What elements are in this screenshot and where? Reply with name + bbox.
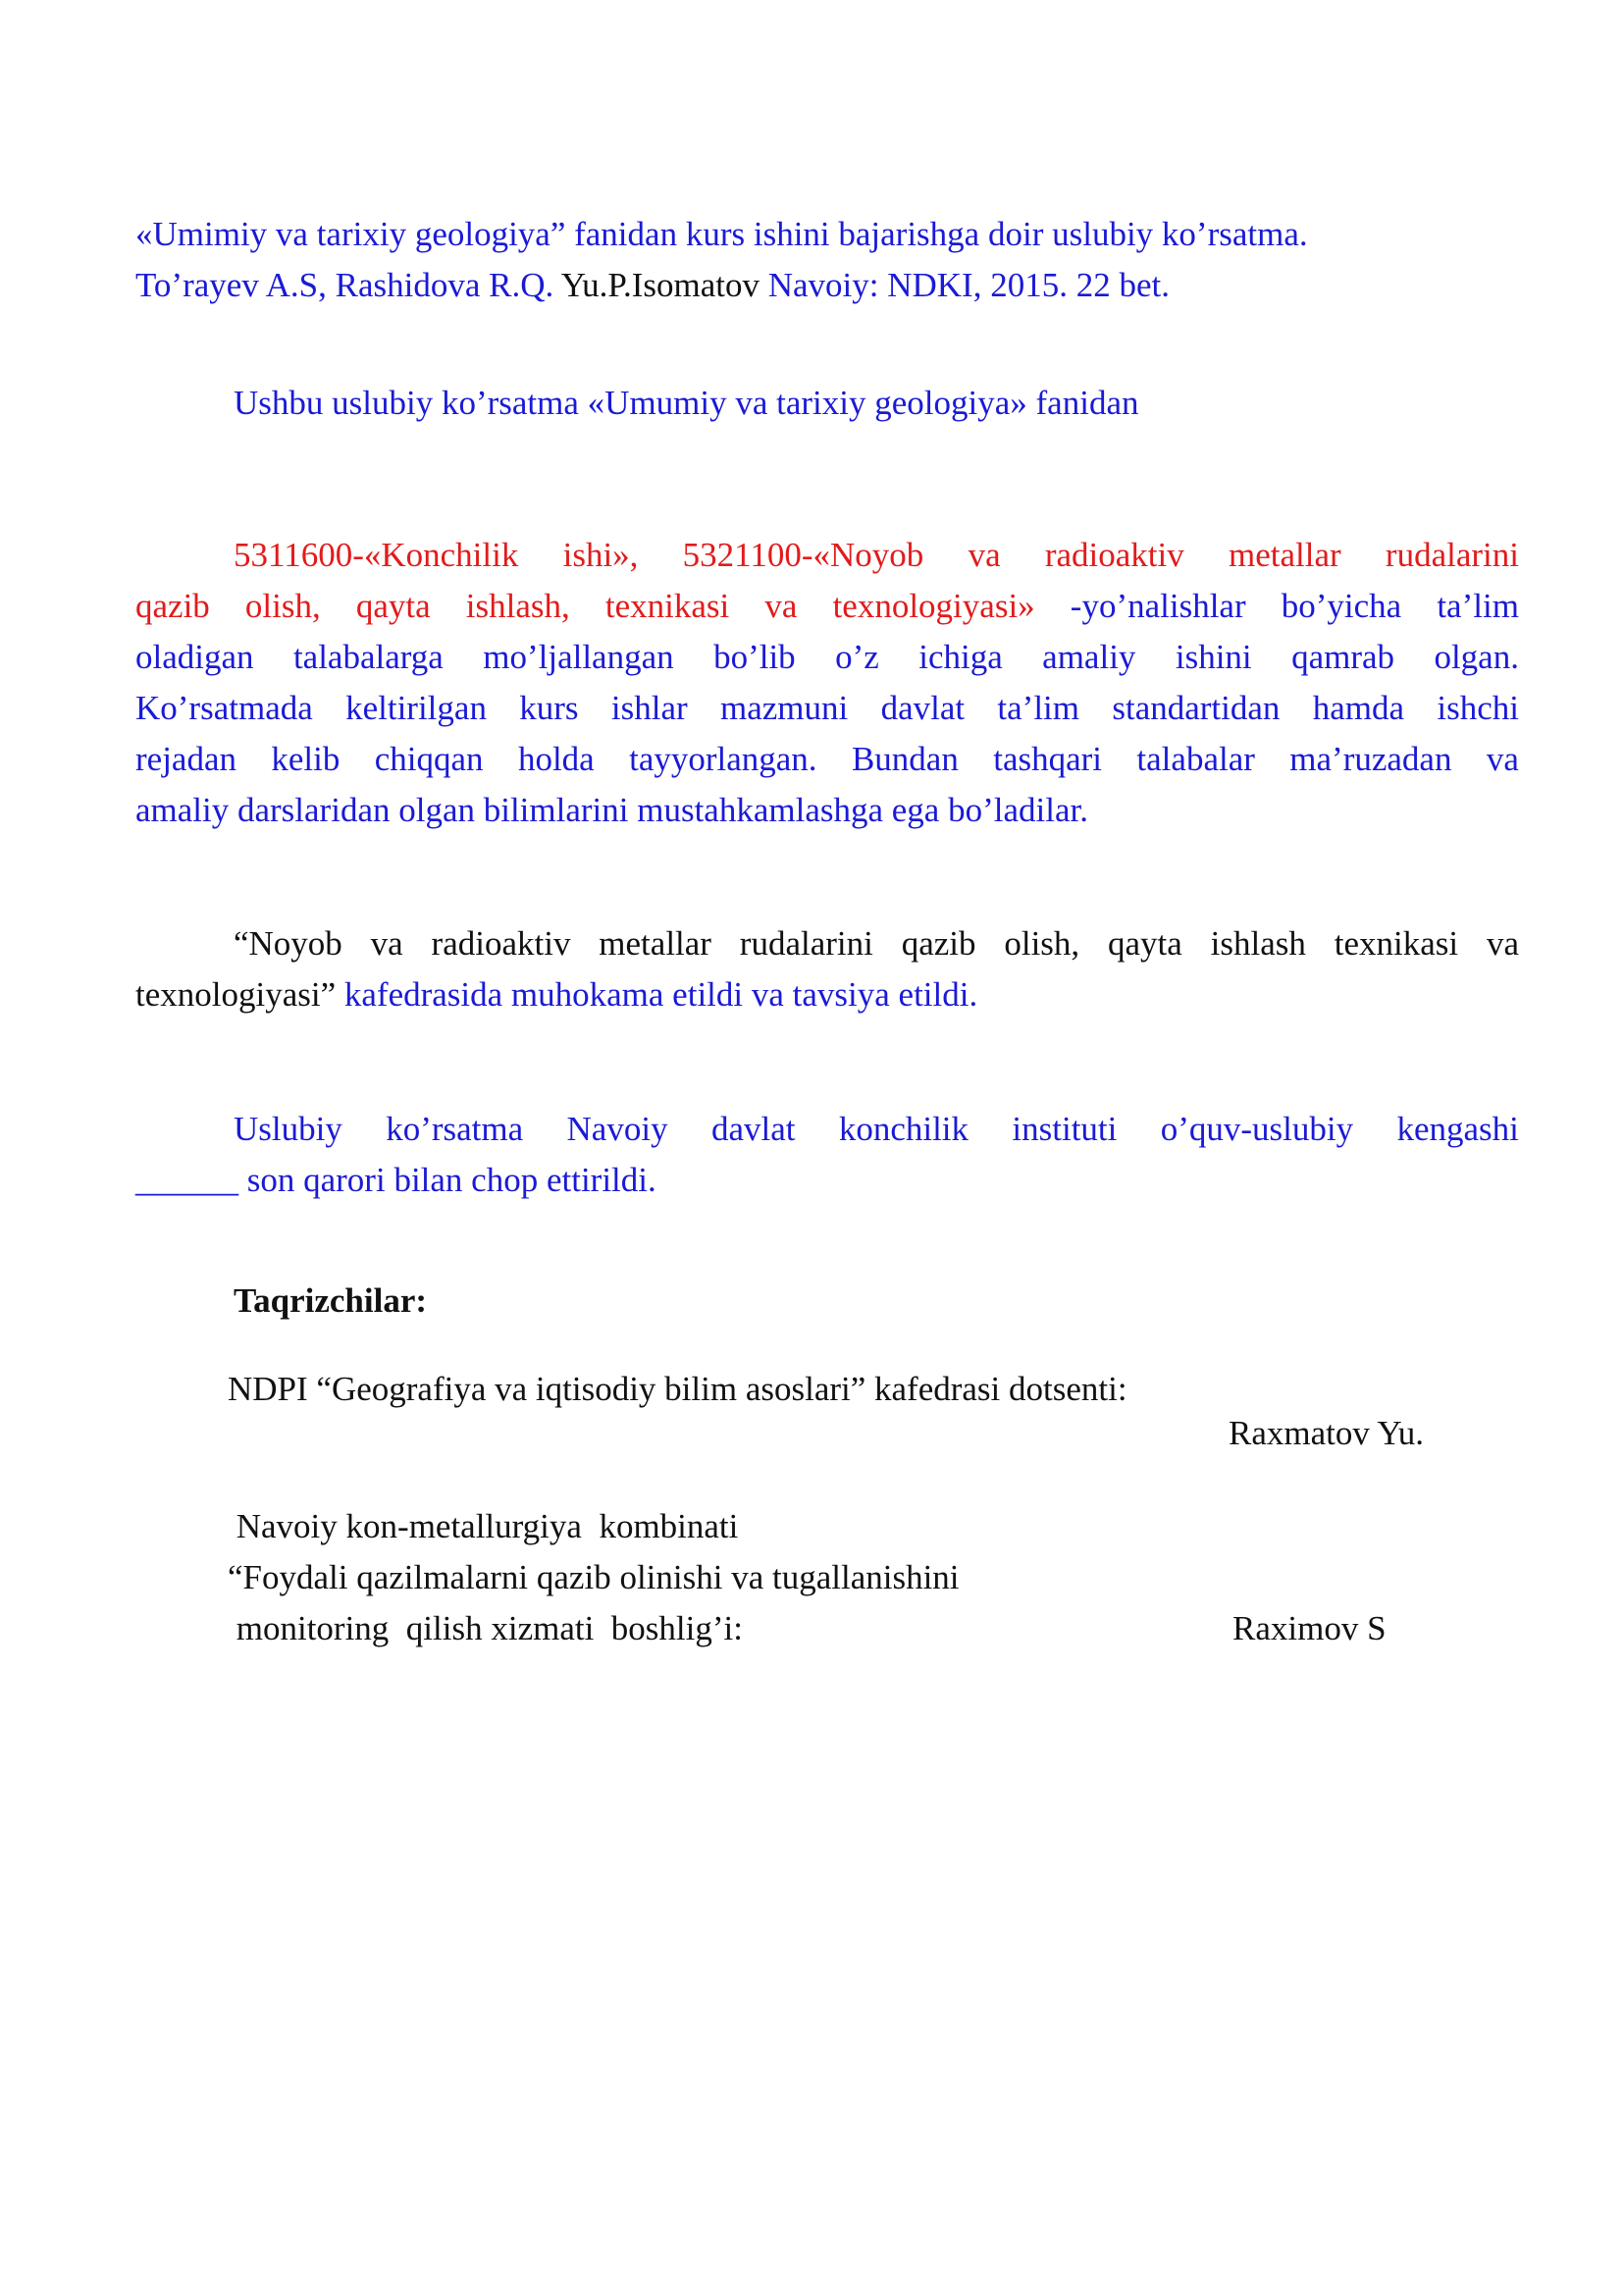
scope-word: hamda [1312,689,1405,727]
bib-publisher: Navoiy: NDKI, 2015. 22 bet. [767,266,1170,304]
scope-word: rudalarini [1385,536,1519,574]
approval-word: kengashi [1396,1110,1519,1148]
discussed-paragraph [135,918,1519,1020]
scope-word: o’z [835,638,879,676]
scope-word: texnologiyasi» [832,587,1035,625]
scope-word: tashqari [993,740,1103,778]
scope-line-3 [135,632,1519,683]
scope-line-2 [135,581,1519,632]
scope-word: va [764,587,798,625]
scope-word: olgan. [1434,638,1519,676]
discussed-word: va [1486,924,1519,963]
approval-word: Uslubiy [234,1110,342,1148]
scope-word: tayyorlangan. [629,740,817,778]
bib-line-1: «Umimiy va tarixiy geologiya” fanidan kurs ishini bajarishga doir uslubiy ko’rsatma. [135,215,1308,253]
scope-word: ishi», [562,536,639,574]
approval-word: ko’rsatma [386,1110,524,1148]
scope-word: ishlash, [465,587,570,625]
scope-word: ta’lim [1437,587,1519,625]
scope-word: qamrab [1291,638,1395,676]
scope-word: kelib [271,740,341,778]
scope-word: davlat [880,689,966,727]
scope-word: ma’ruzadan [1289,740,1452,778]
reviewer-1-position: NDPI “Geografiya va iqtisodiy bilim asoslari” kafedrasi dotsenti: [228,1370,1127,1408]
scope-word: bo’lib [713,638,796,676]
discussed-line-2 [135,969,1519,1020]
scope-word: qayta [355,587,431,625]
scope-word: ishchi [1437,689,1519,727]
scope-word: kurs [519,689,579,727]
scope-word: 5321100-«Noyob [682,536,924,574]
scope-word: radioaktiv [1044,536,1184,574]
reviewer-2-name: Raximov S [1232,1609,1387,1647]
scope-word: va [1486,740,1519,778]
scope-word: Ko’rsatmada [135,689,313,727]
scope-word: va [968,536,1001,574]
discussed-word: ishlash [1210,924,1306,963]
discussed-word: va [370,924,403,963]
approval-word: Navoiy [566,1110,668,1148]
scope-word: qazib [135,587,210,625]
scope-word: -yo’nalishlar [1070,587,1246,625]
scope-line-1 [135,530,1519,581]
approval-paragraph [135,1104,1519,1206]
bibliographic-reference [135,209,1519,311]
intro-line: Ushbu uslubiy ko’rsatma «Umumiy va tarixiy geologiya» fanidan [234,384,1139,422]
scope-word: rejadan [135,740,236,778]
approval-word: instituti [1012,1110,1118,1148]
discussed-word: olish, [1004,924,1080,963]
scope-word: chiqqan [374,740,484,778]
discussed-word: qayta [1108,924,1182,963]
scope-word: bo’yicha [1281,587,1402,625]
scope-word: ichiga [918,638,1003,676]
scope-line-6: amaliy darslaridan olgan bilimlarini mustahkamlashga ega bo’ladilar. [135,791,1088,829]
reviewer-1-name: Raxmatov Yu. [1229,1414,1424,1452]
discussed-line-1 [135,918,1519,969]
scope-word: mazmuni [719,689,849,727]
reviewer-2-line-2: “Foydali qazilmalarni qazib olinishi va tugallanishini [228,1558,960,1596]
discussed-word: metallar [599,924,711,963]
approval-word: o’quv-uslubiy [1160,1110,1354,1148]
scope-word: olish, [244,587,321,625]
discussed-word: radioaktiv [431,924,571,963]
approval-word: konchilik [838,1110,969,1148]
discussed-word: rudalarini [739,924,873,963]
scope-word: keltirilgan [345,689,487,727]
scope-word: amaliy [1042,638,1136,676]
reviewer-2-line-1: Navoiy kon-metallurgiya kombinati [228,1507,739,1545]
scope-line-4 [135,683,1519,734]
scope-word: standartidan [1112,689,1281,727]
scope-word: ishini [1175,638,1252,676]
scope-word: metallar [1229,536,1341,574]
scope-word: texnikasi [604,587,730,625]
scope-paragraph [135,530,1519,836]
discussed-statement: kafedrasida muhokama etildi va tavsiya etildi. [343,975,978,1014]
scope-word: holda [517,740,595,778]
bib-authors: To’rayev A.S, Rashidova R.Q. [135,266,554,304]
scope-word: talabalar [1136,740,1255,778]
bib-coauthor: Yu.P.Isomatov [560,266,760,304]
reviewer-2-line-3: monitoring qilish xizmati boshlig’i: [228,1609,743,1647]
discussed-word: texnikasi [1334,924,1459,963]
discussed-word: “Noyob [234,924,342,963]
bib-line-2 [135,260,1519,311]
scope-word: mo’ljallangan [483,638,674,676]
intro-paragraph [135,378,1519,429]
department-name-end: texnologiyasi” [135,975,337,1014]
scope-word: oladigan [135,638,254,676]
scope-word: ishlar [610,689,688,727]
discussed-word: qazib [901,924,976,963]
approval-word: davlat [710,1110,796,1148]
reviewers-heading: Taqrizchilar: [234,1281,428,1320]
scope-word: 5311600-«Konchilik [234,536,519,574]
approval-line-2: ______ son qarori bilan chop ettirildi. [135,1161,656,1199]
approval-line-1 [135,1104,1519,1155]
scope-word: ta’lim [997,689,1080,727]
scope-word: talabalarga [292,638,444,676]
scope-word: Bundan [851,740,959,778]
scope-line-5 [135,734,1519,785]
